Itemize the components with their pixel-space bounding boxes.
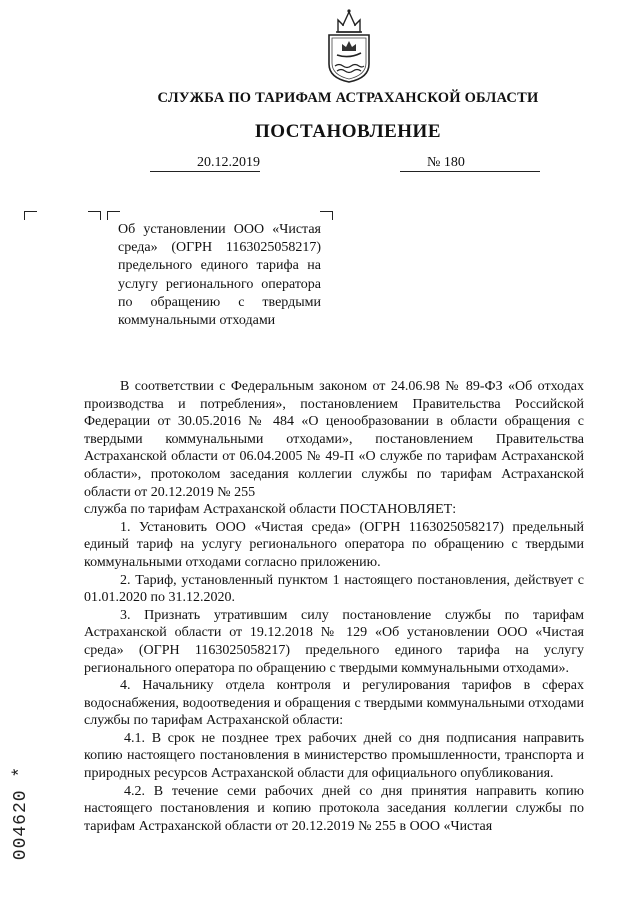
corner-mark	[107, 211, 120, 220]
corner-mark	[24, 211, 37, 220]
resolves-paragraph: служба по тарифам Астраханской области ПОСТАНОВЛЯЕТ:	[84, 502, 457, 518]
item-3-paragraph: 3. Признать утратившим силу постановление службы по тарифам Астраханской области от 19.12.2018 № 129 «Об установлении ООО «Чистая среда» (ОГРН 1163025058217) предельного единого тарифа на услугу регионального оператора по обращению с твердыми коммунальными отходами».	[84, 607, 584, 676]
subject-text: Об установлении ООО «Чистая среда» (ОГРН 1163025058217) предельного единого тарифа на услугу регионального оператора по обращению с твердыми коммунальными отходами	[118, 222, 321, 329]
side-registration-number	[6, 758, 34, 888]
astrakhan-coat-of-arms-icon	[322, 6, 376, 84]
corner-mark	[88, 211, 101, 220]
item-4-2-paragraph: 4.2. В течение семи рабочих дней со дня принятия направить копию настоящего постановления и копию протокола заседания коллегии службы по тарифам Астраханской области от 20.12.2019 № 255 в ООО «Чистая	[84, 783, 584, 834]
item-4-1-paragraph: 4.1. В срок не позднее трех рабочих дней со дня подписания направить копию настоящего постановления в министерство промышленности, транспорта и природных ресурсов Астраханской области для официального опубликования.	[84, 730, 584, 782]
organization-title: СЛУЖБА ПО ТАРИФАМ АСТРАХАНСКОЙ ОБЛАСТИ	[157, 90, 539, 106]
item-1-paragraph: 1. Установить ООО «Чистая среда» (ОГРН 1163025058217) предельный единый тариф на услугу регионального оператора по обращению с твердыми коммунальными отходами согласно приложению.	[84, 519, 584, 570]
preamble-paragraph: В соответствии с Федеральным законом от 24.06.98 № 89-ФЗ «Об отходах производства и потребления», постановлением Правительства Российской Федерации от 30.05.2016 № 484 «О ценообразовании в области обращения с твердыми коммунальными отходами», постановлением Правительства Астраханской области от 06.04.2005 № 49-П «О службе по тарифам Астраханской области», протоколом заседания коллегии службы по тарифам Астраханской области от 20.12.2019 № 255	[84, 379, 584, 500]
side-registration-text: 004620 *	[11, 765, 31, 861]
document-date: 20.12.2019	[150, 155, 260, 172]
document-number: № 180	[400, 155, 540, 172]
document-type: ПОСТАНОВЛЕНИЕ	[254, 121, 442, 142]
corner-mark	[320, 211, 333, 220]
item-2-paragraph: 2. Тариф, установленный пунктом 1 настоящего постановления, действует с 01.01.2020 по 31.12.2020.	[84, 572, 584, 606]
document-subject	[118, 221, 321, 330]
item-4-paragraph: 4. Начальнику отдела контроля и регулирования тарифов в сферах водоснабжения, водоотведения и обращения с твердыми коммунальными отходами службы по тарифам Астраханской области:	[84, 678, 584, 729]
document-body	[84, 378, 584, 835]
